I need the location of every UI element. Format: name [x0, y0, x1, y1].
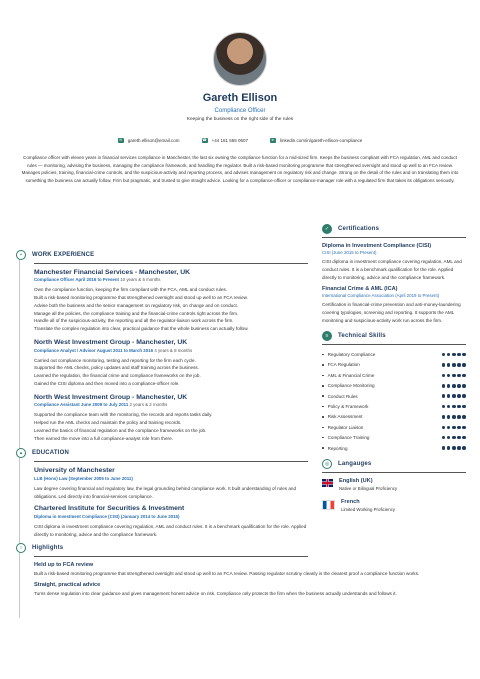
skill-name: AML & Financial Crime [322, 373, 374, 378]
skill-name: Regulatory Compliance [322, 352, 375, 357]
skill-row [322, 412, 466, 422]
candidate-name: Gareth Ellison [202, 92, 278, 104]
job-role: Compliance Officer April 2016 to Present [34, 277, 119, 283]
certification-description: Certification in financial-crime prevention and anti-money-laundering covering typologies, screening and reporting. It supports the AML monitoring and suspicious-activity work run across the firm. [322, 302, 461, 323]
divider [322, 472, 466, 473]
highlight-description: Built a risk-based monitoring programme that strengthened oversight and stood up well to an FCA review. Passing regulator scrutiny cleanly is the clearest proof a compliance function works. [34, 571, 420, 577]
skill-rating [442, 446, 466, 450]
rating-dot [442, 446, 446, 450]
rating-dot [457, 446, 461, 450]
skill-name: Compliance Monitoring [322, 383, 375, 388]
language-name: English (UK) [339, 478, 373, 485]
rating-dot [447, 384, 451, 388]
job-line: Advise both the business and the senior management on regulatory risk, on change and on conduct. [34, 302, 239, 308]
skill-row [322, 401, 466, 411]
rating-dot [452, 363, 456, 367]
skill-name: Risk Assessment [322, 414, 363, 419]
skill-name: Reporting [322, 446, 348, 451]
certificate-icon: ✓ [322, 224, 332, 234]
job-description [34, 357, 308, 388]
institution-name: University of Manchester [34, 467, 115, 475]
section-title: EDUCATION [32, 450, 70, 457]
contact-linkedin[interactable] [270, 138, 362, 143]
highlight-item [34, 582, 456, 598]
language-level: Native or Bilingual Proficiency [339, 486, 398, 492]
divider [34, 263, 308, 264]
certification-entry [322, 286, 466, 325]
section-title: Certifications [338, 226, 380, 232]
rating-dot [457, 374, 461, 378]
certification-issuer: International Compliance Association (April 2019 to Present) [322, 293, 440, 299]
email-icon: ✉ [119, 138, 123, 142]
rating-dot [442, 384, 446, 388]
rating-dot [452, 426, 456, 430]
rating-dot [457, 353, 461, 357]
skill-name: Regulator Liaison [322, 425, 363, 430]
job-description [34, 411, 308, 442]
job-line: Supported the AML checks, policy updates and staff training across the business. [34, 365, 199, 371]
language-entry [322, 499, 466, 512]
job-line: Gained the CISI diploma and then moved into a compliance-officer role. [34, 380, 180, 386]
graduation-cap-icon: ▴ [16, 448, 26, 458]
rating-dot [442, 363, 446, 367]
tagline: Keeping the business on the right side of the rules [186, 117, 294, 122]
job-line: Learned the basics of financial regulation and the compliance frameworks on the job. [34, 427, 207, 433]
rating-dot [447, 405, 451, 409]
rating-dot [452, 415, 456, 419]
certification-title: Diploma in Investment Compliance (CISI) [322, 242, 432, 249]
rating-dot [457, 394, 461, 398]
job-line: Helped run the AML checks and maintain the policy and training records. [34, 420, 182, 426]
education-entry [34, 505, 308, 538]
job-duration: 2 years & 2 months [129, 402, 168, 408]
skill-name: Conduct Rules [322, 394, 358, 399]
skill-row [322, 360, 466, 370]
job-company: Manchester Financial Services - Manchester, UK [34, 268, 191, 276]
contact-phone[interactable] [202, 138, 248, 143]
profile-summary: Compliance officer with eleven years in financial services compliance in Manchester, the last six owning the compliance function for a mid-sized firm. Keeps the business compliant with FCA regulation, AML and conduct rules — monitoring, advising the business, managing the compliance framework, and handling the regulator. Built a risk-based monitoring programme that strengthened oversight and stood up well to an FCA review. Manages policies, training, financial-crime controls, and the suspicious-activity and reporting process, and advises management on regulatory risk and change. Strong on the detail of the rules and on translating them into something the business can actually follow. Firm but pragmatic, and trusted to give straight advice. Looking for a compliance-officer or compliance-manager role with a regulated firm that takes its obligations seriously. [21, 155, 459, 183]
job-meta [34, 402, 308, 407]
job-title: Compliance Officer [214, 108, 266, 114]
skill-rating [442, 394, 466, 398]
rating-dot [452, 436, 456, 440]
rating-dot [462, 426, 466, 430]
certification-issuer: CISI (June 2015 to Present) [322, 250, 377, 256]
skill-rating [442, 436, 466, 440]
certifications-section-header [322, 224, 466, 234]
divider [322, 344, 466, 345]
rating-dot [462, 363, 466, 367]
section-title: Technical Skills [338, 332, 386, 339]
job-company: North West Investment Group - Manchester, UK [34, 393, 188, 401]
rating-dot [447, 353, 451, 357]
profile-photo [213, 32, 267, 86]
job-role: Compliance Assistant June 2009 to July 2011 [34, 402, 129, 408]
contact-bar [0, 138, 480, 143]
rating-dot [462, 436, 466, 440]
language-level: Limited Working Proficiency [341, 507, 396, 513]
certification-entry [322, 243, 466, 282]
education-description: CISI diploma in investment compliance covering regulation, AML and conduct rules. It is a benchmark qualification for the role. Applied directly to monitoring, advice and the compliance framework. [34, 523, 307, 537]
divider [34, 461, 308, 462]
skill-rating [442, 374, 466, 378]
job-line: Own the compliance function, keeping the firm compliant with the FCA, AML and conduct rules. [34, 287, 228, 293]
rating-dot [462, 405, 466, 409]
rating-dot [452, 384, 456, 388]
rating-dot [457, 415, 461, 419]
job-meta [34, 348, 308, 353]
job-entry [34, 269, 308, 333]
rating-dot [447, 374, 451, 378]
rating-dot [457, 405, 461, 409]
education-description: Law degree covering financial and regulatory law, the legal grounding behind compliance work. It built understanding of rules and obligations. Led directly into financial-services compliance. [34, 485, 297, 499]
rating-dot [442, 374, 446, 378]
skills-section-header [322, 331, 466, 341]
education-entry [34, 467, 308, 500]
resume-header [0, 32, 480, 122]
job-line: Handle all of the suspicious-activity, the reporting and all the regulator-liaison work across the firm. [34, 318, 234, 324]
skill-row [322, 381, 466, 391]
skill-name: Policy & Framework [322, 404, 368, 409]
globe-icon: ◎ [322, 459, 332, 469]
job-meta [34, 277, 308, 282]
skill-rating [442, 426, 466, 430]
skill-row [322, 422, 466, 432]
job-line: Translate the complex regulation into clear, practical guidance that the whole business can actually follow. [34, 326, 249, 332]
rating-dot [457, 436, 461, 440]
skill-rating [442, 405, 466, 409]
rating-dot [447, 426, 451, 430]
languages-section-header [322, 459, 466, 469]
skill-rating [442, 384, 466, 388]
highlight-title: Straight, practical advice [34, 582, 101, 589]
rating-dot [447, 436, 451, 440]
skill-rating [442, 353, 466, 357]
job-entry [34, 394, 308, 443]
rating-dot [457, 363, 461, 367]
certification-description: CISI diploma in investment compliance covering regulation, AML and conduct rules. It is a benchmark qualification for the role. Applied directly to monitoring, advice and the compliance framework. [322, 259, 462, 280]
language-entry [322, 478, 466, 491]
work-section-header [16, 250, 308, 260]
degree: Diploma in Investment Compliance (CISI) (January 2014 to June 2015) [34, 513, 180, 519]
rating-dot [447, 446, 451, 450]
rating-dot [457, 384, 461, 388]
briefcase-icon: ▪ [16, 250, 26, 260]
skills-list [322, 349, 466, 453]
rating-dot [442, 405, 446, 409]
job-line: Learned the regulation, the financial crime and compliance frameworks on the job. [34, 373, 201, 379]
skill-name: Compliance Training [322, 435, 369, 440]
skill-rating [442, 415, 466, 419]
rating-dot [462, 446, 466, 450]
job-description [34, 286, 308, 333]
rating-dot [442, 436, 446, 440]
star-icon: ○ [16, 543, 26, 553]
linkedin-icon: in [271, 138, 275, 142]
job-duration: 4 years & 8 months [154, 347, 193, 353]
institution-name: Chartered Institute for Securities & Investment [34, 505, 185, 513]
rating-dot [462, 353, 466, 357]
rating-dot [462, 374, 466, 378]
rating-dot [462, 384, 466, 388]
rating-dot [447, 415, 451, 419]
job-entry [34, 339, 308, 388]
degree: LLB (Hons) Law (September 2005 to June 2011) [34, 475, 133, 481]
rating-dot [457, 426, 461, 430]
section-title: Langauges [338, 461, 372, 468]
divider [322, 237, 466, 238]
job-duration: 10 years & 5 months [120, 277, 161, 283]
rating-dot [452, 374, 456, 378]
highlights-section-header [16, 543, 308, 553]
rating-dot [452, 405, 456, 409]
contact-phone-text: +44 161 555 0607 [211, 138, 248, 143]
section-title: WORK EXPERIENCE [32, 252, 95, 258]
rating-dot [447, 394, 451, 398]
job-line: Supported the compliance team with the monitoring, the records and reports tasks daily. [34, 412, 213, 418]
language-name: French [341, 499, 360, 506]
highlights-list [16, 562, 456, 598]
uk-flag-icon [322, 479, 333, 487]
skill-rating [442, 363, 466, 367]
job-role: Compliance Analyst / Advisor August 2011 to March 2016 [34, 347, 154, 353]
france-flag-icon [322, 500, 335, 510]
rating-dot [452, 394, 456, 398]
rating-dot [442, 353, 446, 357]
skill-row [322, 391, 466, 401]
rating-dot [462, 394, 466, 398]
contact-linkedin-text: linkedin.com/in/gareth-ellison-compliance [279, 138, 363, 143]
contact-email-text: gareth.ellison@email.com [127, 138, 180, 143]
skill-row [322, 433, 466, 443]
rating-dot [447, 363, 451, 367]
skill-name: FCA Regulation [322, 362, 360, 367]
certification-title: Financial Crime & AML (ICA) [322, 285, 398, 292]
rating-dot [462, 415, 466, 419]
section-title: Highlights [32, 545, 64, 552]
rating-dot [452, 446, 456, 450]
job-line: Then earned the move into a full compliance-analyst role from there. [34, 435, 173, 441]
skill-row [322, 370, 466, 380]
chart-icon: ≡ [322, 331, 332, 341]
highlight-description: Turns dense regulation into clear guidance and gives management honest advice on risk. Compliance only protects the firm when the business actually understands and follows it. [34, 591, 397, 597]
divider [34, 556, 308, 557]
contact-email[interactable] [118, 138, 180, 143]
skill-row [322, 443, 466, 453]
rating-dot [442, 394, 446, 398]
job-company: North West Investment Group - Manchester, UK [34, 339, 188, 347]
education-section-header [16, 448, 308, 458]
highlight-title: Held up to FCA review [34, 562, 94, 569]
right-column [322, 224, 466, 520]
rating-dot [452, 353, 456, 357]
rating-dot [442, 415, 446, 419]
phone-icon: ☎ [202, 138, 207, 142]
job-line: Manage all the policies, the compliance training and the financial-crime controls right across the firm. [34, 310, 239, 316]
job-line: Carried out compliance monitoring, testing and reporting for the firm each cycle. [34, 357, 196, 363]
highlight-item [34, 562, 456, 578]
job-line: Built a risk-based monitoring programme that strengthened oversight and stood up well to an FCA review. [34, 295, 248, 301]
rating-dot [442, 426, 446, 430]
skill-row [322, 349, 466, 359]
